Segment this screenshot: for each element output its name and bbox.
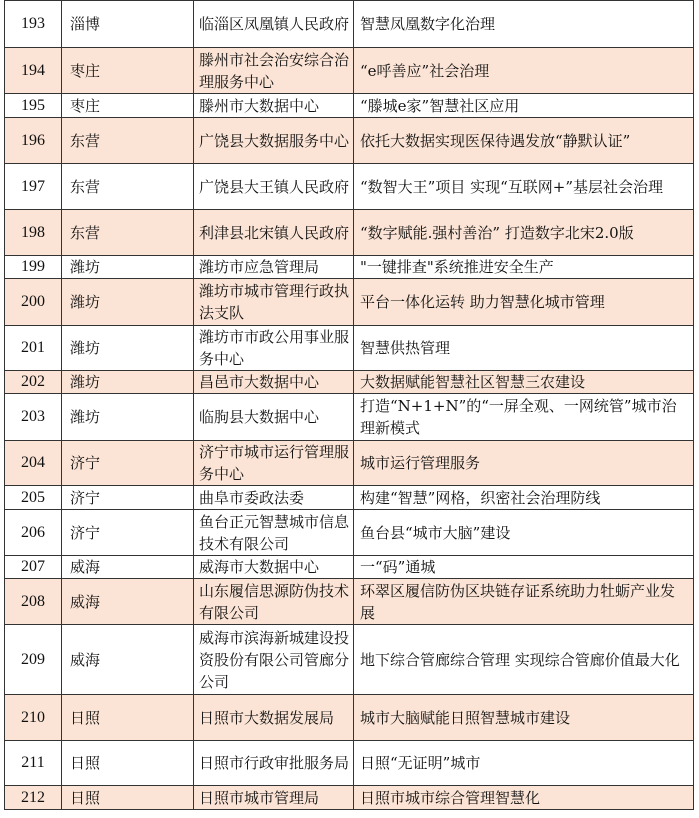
table-row <box>5 1 694 48</box>
row-organization: 临淄区凤凰镇人民政府 <box>194 1 354 48</box>
row-organization: 潍坊市市政公用事业服务中心 <box>194 326 354 371</box>
table-row <box>5 741 694 786</box>
row-city: 潍坊 <box>62 371 194 394</box>
table-body <box>5 1 694 810</box>
row-number: 212 <box>5 786 62 810</box>
row-city: 日照 <box>62 695 194 741</box>
row-project: “数智大王”项目 实现“互联网+”基层社会治理 <box>354 164 694 210</box>
row-number: 200 <box>5 279 62 326</box>
row-city: 威海 <box>62 625 194 695</box>
row-number: 193 <box>5 1 62 48</box>
row-number: 201 <box>5 326 62 371</box>
row-number: 196 <box>5 118 62 164</box>
row-project: 智慧供热管理 <box>354 326 694 371</box>
row-number: 211 <box>5 741 62 786</box>
table-row <box>5 279 694 326</box>
row-organization: 日照市行政审批服务局 <box>194 741 354 786</box>
row-city: 淄博 <box>62 1 194 48</box>
row-project: 依托大数据实现医保待遇发放“静默认证” <box>354 118 694 164</box>
row-project: 平台一体化运转 助力智慧化城市管理 <box>354 279 694 326</box>
row-city: 枣庄 <box>62 94 194 118</box>
award-list-table <box>4 0 694 810</box>
table-row <box>5 371 694 394</box>
row-number: 195 <box>5 94 62 118</box>
row-number: 206 <box>5 510 62 556</box>
row-city: 枣庄 <box>62 48 194 94</box>
table-row <box>5 94 694 118</box>
row-project: 智慧凤凰数字化治理 <box>354 1 694 48</box>
table-row <box>5 695 694 741</box>
table-row <box>5 786 694 810</box>
row-number: 209 <box>5 625 62 695</box>
table-row <box>5 394 694 441</box>
row-project: “e呼善应”社会治理 <box>354 48 694 94</box>
row-city: 潍坊 <box>62 326 194 371</box>
row-organization: 广饶县大王镇人民政府 <box>194 164 354 210</box>
row-city: 潍坊 <box>62 394 194 441</box>
row-project: 日照市城市综合管理智慧化 <box>354 786 694 810</box>
row-organization: 济宁市城市运行管理服务中心 <box>194 441 354 486</box>
row-organization: 鱼台正元智慧城市信息技术有限公司 <box>194 510 354 556</box>
row-number: 204 <box>5 441 62 486</box>
row-number: 210 <box>5 695 62 741</box>
row-city: 济宁 <box>62 510 194 556</box>
row-number: 207 <box>5 556 62 579</box>
row-organization: 日照市城市管理局 <box>194 786 354 810</box>
row-project: “数字赋能.强村善治” 打造数字北宋2.0版 <box>354 210 694 256</box>
table-row <box>5 625 694 695</box>
row-city: 威海 <box>62 579 194 625</box>
row-project: “滕城e家”智慧社区应用 <box>354 94 694 118</box>
row-project: 鱼台县“城市大脑”建设 <box>354 510 694 556</box>
row-number: 194 <box>5 48 62 94</box>
row-city: 威海 <box>62 556 194 579</box>
row-organization: 临朐县大数据中心 <box>194 394 354 441</box>
table-row <box>5 210 694 256</box>
table-row <box>5 256 694 279</box>
row-organization: 潍坊市应急管理局 <box>194 256 354 279</box>
table-row <box>5 556 694 579</box>
table-row <box>5 164 694 210</box>
row-project: "一键排查"系统推进安全生产 <box>354 256 694 279</box>
row-organization: 利津县北宋镇人民政府 <box>194 210 354 256</box>
row-organization: 潍坊市城市管理行政执法支队 <box>194 279 354 326</box>
row-city: 潍坊 <box>62 279 194 326</box>
row-city: 潍坊 <box>62 256 194 279</box>
row-city: 东营 <box>62 118 194 164</box>
row-project: 城市运行管理服务 <box>354 441 694 486</box>
table-row <box>5 441 694 486</box>
row-project: 大数据赋能智慧社区智慧三农建设 <box>354 371 694 394</box>
row-project: 地下综合管廊综合管理 实现综合管廊价值最大化 <box>354 625 694 695</box>
table-row <box>5 579 694 625</box>
row-city: 济宁 <box>62 441 194 486</box>
row-project: 环翠区履信防伪区块链存证系统助力牡蛎产业发展 <box>354 579 694 625</box>
table-row <box>5 118 694 164</box>
row-organization: 昌邑市大数据中心 <box>194 371 354 394</box>
row-city: 日照 <box>62 741 194 786</box>
table-row <box>5 48 694 94</box>
row-number: 197 <box>5 164 62 210</box>
row-project: 城市大脑赋能日照智慧城市建设 <box>354 695 694 741</box>
table-row <box>5 510 694 556</box>
table-row <box>5 486 694 510</box>
row-city: 东营 <box>62 164 194 210</box>
row-project: 构建“智慧”网格，织密社会治理防线 <box>354 486 694 510</box>
row-organization: 广饶县大数据服务中心 <box>194 118 354 164</box>
row-organization: 滕州市社会治安综合治理服务中心 <box>194 48 354 94</box>
row-organization: 日照市大数据发展局 <box>194 695 354 741</box>
row-project: 打造“N+1+N”的“一屏全观、一网统管”城市治理新模式 <box>354 394 694 441</box>
row-number: 205 <box>5 486 62 510</box>
row-number: 198 <box>5 210 62 256</box>
row-organization: 威海市滨海新城建设投资股份有限公司管廊分公司 <box>194 625 354 695</box>
row-organization: 山东履信思源防伪技术有限公司 <box>194 579 354 625</box>
row-city: 济宁 <box>62 486 194 510</box>
row-number: 202 <box>5 371 62 394</box>
row-city: 东营 <box>62 210 194 256</box>
row-number: 208 <box>5 579 62 625</box>
row-number: 203 <box>5 394 62 441</box>
row-organization: 曲阜市委政法委 <box>194 486 354 510</box>
row-organization: 威海市大数据中心 <box>194 556 354 579</box>
row-number: 199 <box>5 256 62 279</box>
row-organization: 滕州市大数据中心 <box>194 94 354 118</box>
table-row <box>5 326 694 371</box>
row-city: 日照 <box>62 786 194 810</box>
row-project: 一“码”通城 <box>354 556 694 579</box>
row-project: 日照“无证明”城市 <box>354 741 694 786</box>
